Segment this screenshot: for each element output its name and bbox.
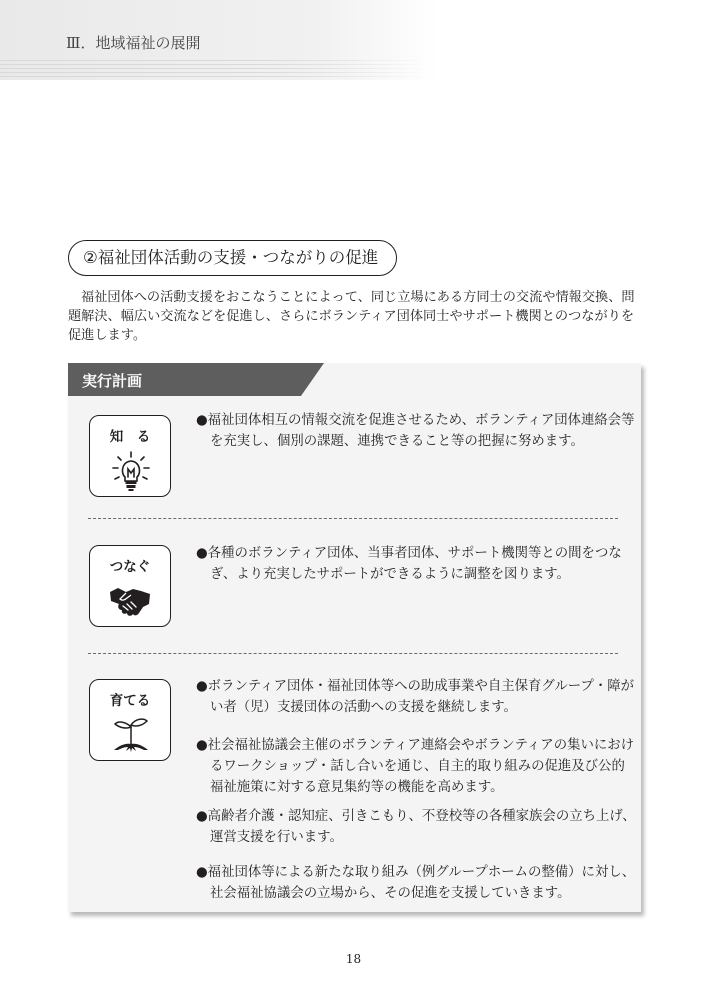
grow-bullet-2: ●社会福祉協議会主催のボランティア連絡会やボランティアの集いにおけるワークショップ・話し合いを通じ、自主的取り組みの促進及び公的福祉施策に対する意見集約等の機能を高めます。	[196, 738, 635, 795]
grow-icon-box	[89, 679, 171, 761]
divider-2	[88, 653, 618, 654]
handshake-icon	[109, 582, 151, 622]
connect-icon-box	[89, 545, 171, 627]
connect-label: つなぐ	[109, 559, 151, 575]
plan-tab-label: 実行計画	[82, 372, 143, 390]
grow-bullet-1: ●ボランティア団体・福祉団体等への助成事業や自主保育グループ・障がい者（児）支援団体の活動への支援を継続します。	[196, 679, 635, 715]
grow-bullet-3: ●高齢者介護・認知症、引きこもり、不登校等の各種家族会の立ち上げ、運営支援を行います。	[196, 809, 636, 845]
section-intro: 福祉団体への活動支援をおこなうことによって、同じ立場にある方同士の交流や情報交換、問題解決、幅広い交流などを促進し、さらにボランティア団体同士やサポート機関とのつながりを促進します。	[68, 290, 635, 343]
sprout-icon	[110, 712, 152, 754]
page-number: 18	[345, 952, 362, 966]
header-stripes	[0, 60, 430, 80]
divider-1	[88, 518, 618, 519]
know-label: 知 る	[109, 429, 151, 445]
section-title: ②福祉団体活動の支援・つながりの促進	[68, 240, 397, 276]
know-bullet-1: ●福祉団体相互の情報交流を促進させるため、ボランティア団体連絡会等を充実し、個別の課題、連携できること等の把握に努めます。	[196, 413, 635, 449]
connect-bullet-1: ●各種のボランティア団体、当事者団体、サポート機関等との間をつなぎ、より充実したサポートができるように調整を図ります。	[196, 546, 622, 582]
grow-bullet-4: ●福祉団体等による新たな取り組み（例グループホームの整備）に対し、社会福祉協議会の立場から、その促進を支援していきます。	[196, 865, 636, 901]
lightbulb-icon	[110, 450, 152, 492]
grow-label: 育てる	[109, 693, 151, 709]
know-icon-box	[89, 415, 171, 497]
chapter-heading: Ⅲ．地域福祉の展開	[66, 34, 201, 52]
